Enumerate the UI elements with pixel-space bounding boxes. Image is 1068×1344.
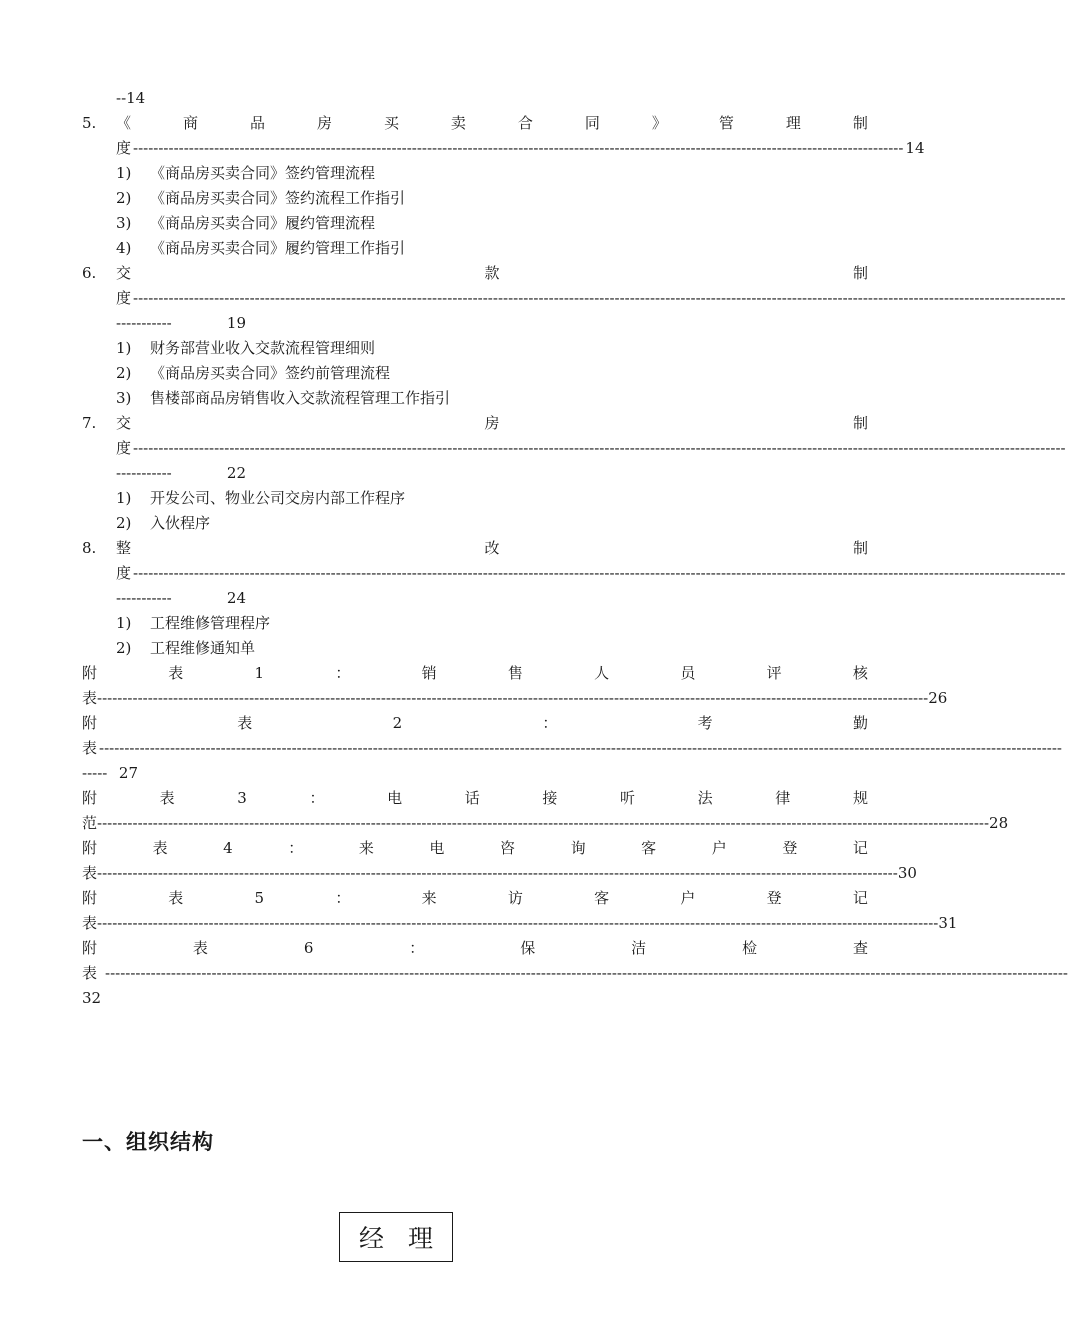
section-heading: 一、组织结构 [82,1130,214,1154]
toc-appendix-6[interactable]: 附 表 6 ： 保 洁 检 查 [82,939,868,957]
toc-page-number: 28 [989,814,1009,832]
toc-page-number: 19 [226,314,246,332]
toc-entry-title: 《 商 品 房 买 卖 合 同 》 管 理 制 [116,114,868,132]
toc-leader: 度 -------------------------------------------------------------------------------------------------------------------------------------------------------- 14 [82,136,796,161]
table-of-contents [82,86,1068,1011]
toc-entry-8[interactable]: 8. 整 改 制 [82,539,868,557]
toc-subitem[interactable]: 3) 售楼部商品房销售收入交款流程管理工作指引 [116,389,451,407]
org-chart-manager-box: 经 理 [339,1212,453,1262]
toc-leader: ----- 27 [82,761,138,786]
toc-subitem[interactable]: 3) 《商品房买卖合同》履约管理流程 [116,214,376,232]
toc-page-number: 27 [118,764,138,782]
toc-page-number: 30 [897,864,917,882]
toc-page-number: 32 [82,989,102,1007]
toc-appendix-4[interactable]: 附 表 4 ： 来 电 咨 询 客 户 登 记 [82,839,868,857]
toc-subitem[interactable]: 1) 《商品房买卖合同》签约管理流程 [116,164,376,182]
toc-page-number: 31 [938,914,958,932]
toc-leader: 表 ---------------------------------------------------------------------------------------------------------------------------------------------------------------------------------------------- [82,964,1068,982]
toc-leader: 度 ---------------------------------------------------------------------------------------------------------------------------------------------------------------------------------------- [116,439,1066,457]
toc-subitem[interactable]: 2) 入伙程序 [116,514,211,532]
toc-entry-number: 5. [82,114,97,132]
toc-entry-6[interactable]: 6. 交 款 制 [82,264,868,282]
toc-leader: 范 -------------------------------------------------------------------------------------------------------------------------------------------------------------------------------- 28 [82,811,858,836]
toc-entry-7[interactable]: 7. 交 房 制 [82,414,868,432]
toc-leader: 表 ---------------------------------------------------------------------------------------------------------------------------------------------------------------------------------------------- [82,739,1063,757]
toc-appendix-3[interactable]: 附 表 3 ： 电 话 接 听 法 律 规 [82,789,868,807]
toc-subitem[interactable]: 4) 《商品房买卖合同》履约管理工作指引 [116,239,406,257]
toc-leader: 表 -------------------------------------------------------------------------------------------------------------------------------------------------------------------- 26 [82,686,830,711]
toc-page-number: 22 [226,464,246,482]
toc-appendix-1[interactable]: 附 表 1 ： 销 售 人 员 评 核 [82,664,868,682]
toc-subitem[interactable]: 2) 《商品房买卖合同》签约前管理流程 [116,364,391,382]
toc-leader: ----------- 24 [82,586,246,611]
toc-leader: 表 -------------------------------------------------------------------------------------------------------------------------------------------------------------- 30 [82,861,798,886]
toc-continuation: --14 [116,89,146,107]
toc-appendix-2[interactable]: 附 表 2 ： 考 勤 [82,714,868,732]
toc-subitem[interactable]: 1) 财务部营业收入交款流程管理细则 [116,339,376,357]
toc-page-number: 24 [226,589,246,607]
toc-leader: 度 ---------------------------------------------------------------------------------------------------------------------------------------------------------------------------------------- [116,564,1066,582]
toc-entry-5[interactable] [82,111,868,136]
toc-appendix-5[interactable]: 附 表 5 ： 来 访 客 户 登 记 [82,889,868,907]
toc-leader: ----------- 19 [82,311,246,336]
toc-subitem[interactable]: 2) 《商品房买卖合同》签约流程工作指引 [116,189,406,207]
toc-page-number: 26 [928,689,948,707]
toc-subitem[interactable]: 2) 工程维修通知单 [116,639,256,657]
toc-leader: 度 ---------------------------------------------------------------------------------------------------------------------------------------------------------------------------------------- [116,289,1066,307]
toc-subitem[interactable]: 1) 开发公司、物业公司交房内部工作程序 [116,489,406,507]
toc-page-number: 14 [905,139,925,157]
toc-leader: ----------- 22 [82,461,246,486]
toc-leader: 表 ---------------------------------------------------------------------------------------------------------------------------------------------------------------------- 31 [82,911,836,936]
toc-subitem[interactable]: 1) 工程维修管理程序 [116,614,271,632]
